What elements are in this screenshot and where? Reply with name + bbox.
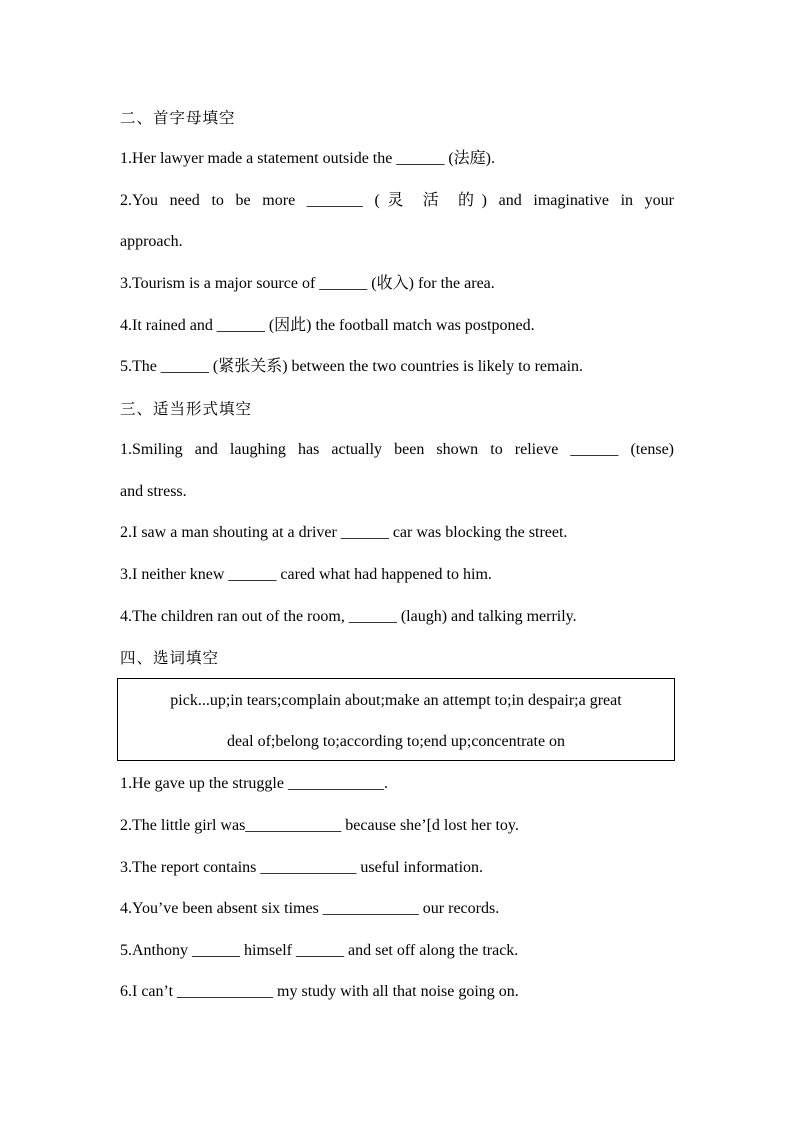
section-heading-word-choice: 四、选词填空	[120, 649, 220, 667]
question-3-2: 2.I saw a man shouting at a driver ______ car was blocking the street.	[120, 524, 568, 541]
question-2-4: 4.It rained and ______ (因此) the football match was postponed.	[120, 317, 535, 334]
section-heading-proper-form: 三、适当形式填空	[120, 400, 253, 418]
question-2-5: 5.The ______ (紧张关系) between the two countries is likely to remain.	[120, 358, 584, 375]
question-3-1-line2: and stress.	[120, 483, 187, 500]
question-2-2-line2: approach.	[120, 233, 183, 250]
section-heading-initial-letter: 二、首字母填空	[120, 109, 236, 127]
question-3-4: 4.The children ran out of the room, ______ (laugh) and talking merrily.	[120, 608, 577, 625]
question-4-1: 1.He gave up the struggle ____________.	[120, 775, 388, 792]
word-bank-line-2: deal of;belong to;according to;end up;concentrate on	[226, 733, 566, 750]
question-4-4: 4.You’ve been absent six times ____________ our records.	[120, 900, 500, 917]
question-4-2: 2.The little girl was____________ because she’[d lost her toy.	[120, 817, 519, 834]
question-3-3: 3.I neither knew ______ cared what had happened to him.	[120, 566, 492, 583]
word-bank-line-1: pick...up;in tears;complain about;make an attempt to;in despair;a great	[170, 692, 622, 709]
question-4-3: 3.The report contains ____________ useful information.	[120, 859, 484, 876]
question-2-3: 3.Tourism is a major source of ______ (收入) for the area.	[120, 275, 495, 292]
word-bank-box	[117, 678, 675, 761]
question-2-1: 1.Her lawyer made a statement outside the ______ (法庭).	[120, 150, 496, 167]
question-3-1-line1: 1.Smiling and laughing has actually been shown to relieve ______ (tense)	[120, 441, 674, 458]
question-4-6: 6.I can’t ____________ my study with all that noise going on.	[120, 983, 519, 1000]
question-4-5: 5.Anthony ______ himself ______ and set off along the track.	[120, 942, 519, 959]
question-2-2-line1: 2.You need to be more _______ (灵 活 的) and imaginative in your	[120, 192, 674, 209]
